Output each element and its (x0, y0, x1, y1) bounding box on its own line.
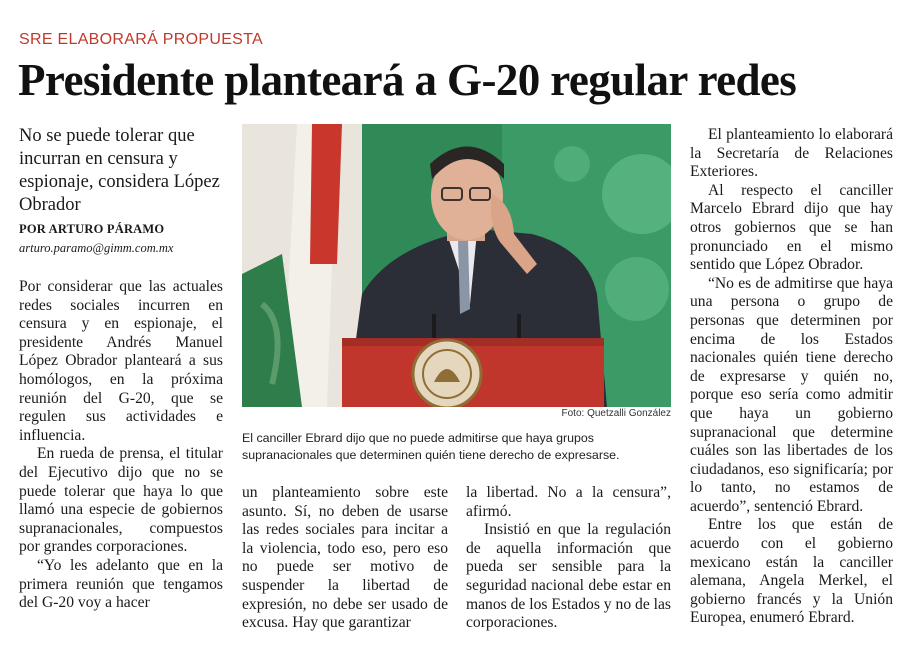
paragraph: “Yo les adelanto que en la primera reunión que tengamos del G-20 voy a hacer (19, 556, 223, 612)
body-column-4 (690, 126, 893, 628)
headline: Presidente planteará a G-20 regular redes (18, 55, 797, 105)
photo (242, 124, 671, 407)
paragraph: la libertad. No a la censura”, afirmó. (466, 484, 671, 520)
body-column-1 (19, 278, 223, 613)
byline: POR ARTURO PÁRAMO (19, 222, 165, 236)
paragraph: “No es de admitirse que haya una persona o grupo de personas que determinen por encima de los Estados nacionales quién tiene derecho de expresarse y quién no, porque eso sería como admitir que haya un gobierno supranacional que determine cuáles son las libertades de los ciudadanos, eso significaría; por lo tanto, no estamos de acuerdo”, sentenció Ebrard. (690, 274, 893, 515)
author-email: arturo.paramo@gimm.com.mx (19, 241, 174, 255)
body-column-3 (466, 484, 671, 633)
paragraph: Insistió en que la regulación de aquella información que pueda ser sensible para la seguridad nacional debe estar en manos de los Estados y no de las corporaciones. (466, 521, 671, 632)
photo-credit: Foto: Quetzalli González (561, 408, 671, 419)
kicker: SRE ELABORARÁ PROPUESTA (19, 31, 264, 48)
paragraph: un planteamiento sobre este asunto. Sí, no deben de usarse las redes sociales para incitar a la violencia, todo eso, pero eso no puede ser motivo de suspender la libertad de expresión, no debe ser usado de excusa. Hay que garantizar (242, 484, 448, 632)
photo-caption: El canciller Ebrard dijo que no puede admitirse que haya grupos supranacionales que determinen quién tiene derecho de expresarse. (242, 431, 620, 462)
paragraph: Por considerar que las actuales redes sociales incurren en censura y en espionaje, el presidente Andrés Manuel López Obrador planteará a sus homólogos, en la próxima reunión del G-20, que se regulen sus actividades e influencia. (19, 278, 223, 444)
body-column-2 (242, 484, 448, 633)
deck: No se puede tolerar que incurran en censura y espionaje, considera López Obrador (19, 126, 220, 215)
paragraph: Entre los que están de acuerdo con el gobierno mexicano están la canciller alemana, Angela Merkel, el gobierno francés y la Unión Europea, enumeró Ebrard. (690, 516, 893, 627)
paragraph: El planteamiento lo elaborará la Secretaría de Relaciones Exteriores. (690, 126, 893, 181)
paragraph: Al respecto el canciller Marcelo Ebrard dijo que hay otros gobiernos que se han pronunciado en el mismo sentido que López Obrador. (690, 181, 893, 274)
paragraph: En rueda de prensa, el titular del Ejecutivo dijo que no se puede tolerar que haya lo que llamó una especie de gobiernos supranacionales, compuestos por grandes corporaciones. (19, 445, 223, 556)
